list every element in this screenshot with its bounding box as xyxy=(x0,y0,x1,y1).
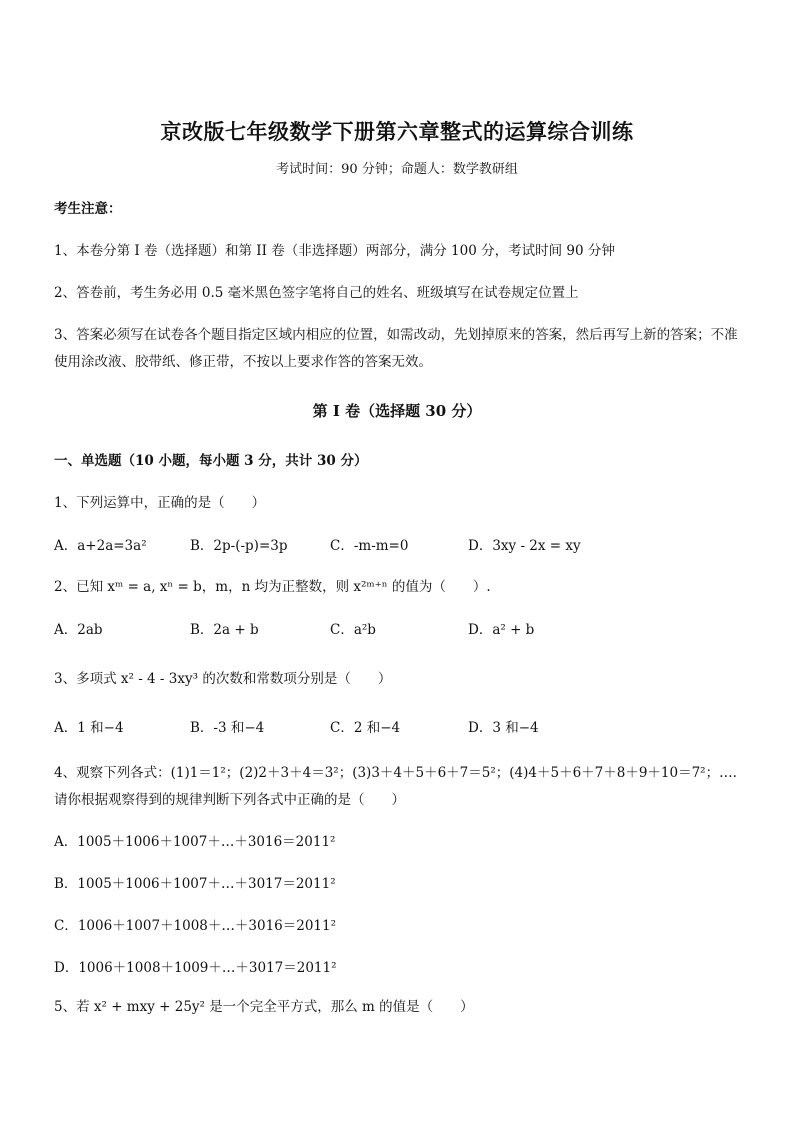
question-2-option-b[interactable]: B．2a + b xyxy=(190,622,259,638)
question-3-option-b[interactable]: B．-3 和−4 xyxy=(190,720,265,736)
notice-item-2: 2、答卷前，考生务必用 0.5 毫米黑色签字笔将自己的姓名、班级填写在试卷规定位置上 xyxy=(54,285,579,301)
question-2-option-c[interactable]: C．a²b xyxy=(330,622,376,638)
question-1-option-b[interactable]: B．2p-(-p)=3p xyxy=(190,538,288,554)
question-2-option-d[interactable]: D．a² + b xyxy=(468,622,535,638)
question-3-option-c[interactable]: C．2 和−4 xyxy=(330,720,401,736)
question-3-stem: 3、多项式 x² - 4 - 3xy³ 的次数和常数项分别是（ ） xyxy=(54,671,392,687)
question-4-option-b[interactable]: B．1005＋1006＋1007＋…＋3017＝2011² xyxy=(54,876,336,892)
notice-heading: 考生注意： xyxy=(54,201,122,217)
question-4-option-a[interactable]: A．1005＋1006＋1007＋…＋3016＝2011² xyxy=(54,834,336,850)
question-3-option-d[interactable]: D．3 和−4 xyxy=(468,720,539,736)
page-title: 京改版七年级数学下册第六章整式的运算综合训练 xyxy=(160,119,634,144)
part-title: 第 I 卷（选择题 30 分） xyxy=(312,402,482,420)
question-1-option-d[interactable]: D．3xy - 2x = xy xyxy=(468,538,581,554)
question-1-option-c[interactable]: C．-m-m=0 xyxy=(330,538,409,554)
notice-item-3: 3、答案必须写在试卷各个题目指定区域内相应的位置，如需改动，先划掉原来的答案，然后再写上新的答案；不准使用涂改液、胶带纸、修正带，不按以上要求作答的答案无效。 xyxy=(54,327,738,370)
question-5-stem: 5、若 x² + mxy + 25y² 是一个完全平方式，那么 m 的值是（ ） xyxy=(54,999,474,1015)
question-4-stem: 4、观察下列各式：(1)1＝1²；(2)2＋3＋4＝3²；(3)3＋4＋5＋6＋7＝5²；(4)4＋5＋6＋7＋8＋9＋10＝7²；…. 请你根据观察得到的规律判断下列各式中正确的是（ ） xyxy=(54,765,737,808)
question-2-stem: 2、已知 xᵐ = a, xⁿ = b，m，n 均为正整数，则 x²ᵐ⁺ⁿ 的值为（ ）. xyxy=(54,579,491,595)
question-3-option-a[interactable]: A．1 和−4 xyxy=(54,720,124,736)
question-2-option-a[interactable]: A．2ab xyxy=(54,622,103,638)
question-1-option-a[interactable]: A．a+2a=3a² xyxy=(54,538,147,554)
question-4-option-d[interactable]: D．1006＋1008＋1009＋…＋3017＝2011² xyxy=(54,960,337,976)
page-subtitle: 考试时间：90 分钟；命题人：数学教研组 xyxy=(276,162,518,177)
notice-item-1: 1、本卷分第 I 卷（选择题）和第 II 卷（非选择题）两部分，满分 100 分，考试时间 90 分钟 xyxy=(54,243,615,259)
question-1-stem: 1、下列运算中，正确的是（ ） xyxy=(54,495,266,511)
section-heading: 一、单选题（10 小题，每小题 3 分，共计 30 分） xyxy=(54,453,368,469)
question-4-option-c[interactable]: C．1006＋1007＋1008＋…＋3016＝2011² xyxy=(54,918,337,934)
